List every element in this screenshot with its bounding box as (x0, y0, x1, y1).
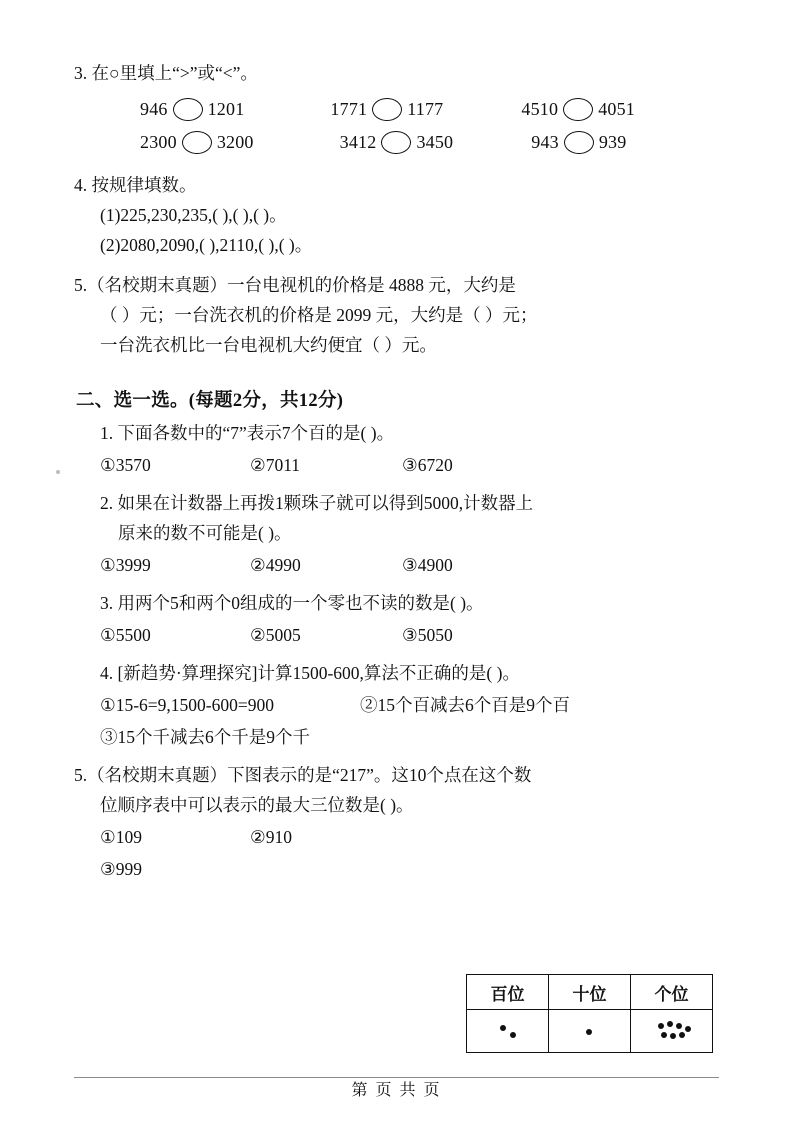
compare-pair[interactable] (140, 131, 254, 154)
dot (670, 1033, 676, 1039)
comparison-circle[interactable] (173, 98, 203, 121)
option-3[interactable]: ③4900 (402, 555, 453, 575)
section2-question-5 (74, 760, 723, 884)
problem-5 (74, 270, 723, 360)
compare-right: 1177 (407, 99, 444, 119)
comparison-circle[interactable] (372, 98, 402, 121)
section2-question-1 (74, 418, 723, 480)
table-dot-row (467, 1010, 713, 1053)
place-value-table (466, 974, 713, 1053)
dot (667, 1021, 673, 1027)
question-stem-line-1: 2. 如果在计数器上再拨1颗珠子就可以得到5000,计数器上 (100, 493, 534, 513)
problem-5-line-3[interactable]: 一台洗衣机比一台电视机大约便宜（ ）元。 (100, 335, 437, 355)
compare-left: 1771 (330, 99, 368, 119)
dot (661, 1032, 667, 1038)
digit-table (466, 974, 713, 1053)
page-footer: 第 页 共 页 (351, 1082, 442, 1099)
comparison-circle[interactable] (563, 98, 593, 121)
option-row (74, 854, 723, 884)
page-speck (56, 470, 60, 474)
dot (676, 1023, 682, 1029)
option-row (74, 450, 723, 480)
dot (658, 1023, 664, 1029)
cell-tens-dots (549, 1010, 631, 1053)
option-row (74, 822, 723, 852)
compare-right: 3450 (416, 132, 454, 152)
dot-group-tens (550, 1013, 629, 1049)
compare-left: 2300 (140, 132, 177, 152)
option-row (74, 722, 723, 752)
table-header-row (467, 975, 713, 1010)
option-2[interactable]: ②910 (250, 827, 292, 847)
problem-5-line-1: 5.（名校期末真题）一台电视机的价格是 4888 元，大约是 (74, 275, 516, 295)
compare-left: 943 (531, 132, 559, 152)
compare-row-1 (74, 98, 723, 121)
compare-row-2 (74, 131, 723, 154)
section-2-title: 二、选一选。(每题2分，共12分) (76, 391, 344, 411)
question-stem[interactable]: 1. 下面各数中的“7”表示7个百的是( )。 (100, 423, 395, 443)
option-1[interactable]: ①109 (100, 827, 142, 847)
compare-pair[interactable] (521, 98, 635, 121)
question-stem-line-1: 5.（名校期末真题）下图表示的是“217”。这10个点在这个数 (74, 765, 532, 785)
comparison-circle[interactable] (381, 131, 411, 154)
question-stem[interactable]: 3. 用两个5和两个0组成的一个零也不读的数是( )。 (100, 593, 484, 613)
option-row (74, 620, 723, 650)
compare-left: 4510 (521, 99, 559, 119)
section2-question-2 (74, 488, 723, 580)
dot (679, 1032, 685, 1038)
dot (510, 1032, 516, 1038)
option-1[interactable]: ①15-6=9,1500-600=900 (100, 695, 274, 715)
dot-group-hundreds (468, 1013, 547, 1049)
problem-3 (74, 58, 723, 154)
option-3[interactable]: ③5050 (402, 625, 453, 645)
problem-3-stem: 3. 在○里填上“>”或“<”。 (74, 63, 258, 83)
compare-pair[interactable] (531, 131, 626, 154)
cell-ones-dots (631, 1010, 713, 1053)
option-row (74, 690, 723, 720)
comparison-circle[interactable] (182, 131, 212, 154)
compare-right: 3200 (216, 132, 254, 152)
compare-left: 946 (140, 99, 168, 119)
dot (500, 1025, 506, 1031)
option-2[interactable]: ②7011 (250, 455, 301, 475)
compare-pair[interactable] (340, 131, 454, 154)
dot-group-ones (632, 1013, 711, 1049)
compare-right: 1201 (207, 99, 245, 119)
problem-4-stem: 4. 按规律填数。 (74, 175, 197, 195)
compare-pair[interactable] (140, 98, 244, 121)
problem-4 (74, 170, 723, 260)
header-ones: 个位 (631, 975, 713, 1010)
compare-right: 939 (598, 132, 627, 152)
comparison-circle[interactable] (564, 131, 594, 154)
problem-5-line-2[interactable]: （ ）元；一台洗衣机的价格是 2099 元，大约是（ ）元； (100, 305, 538, 325)
header-hundreds: 百位 (467, 975, 549, 1010)
option-1[interactable]: ①5500 (100, 625, 151, 645)
question-stem[interactable]: 4. [新趋势·算理探究]计算1500-600,算法不正确的是( )。 (100, 663, 520, 683)
question-stem-line-2[interactable]: 原来的数不可能是( )。 (118, 523, 292, 543)
section2-question-4 (74, 658, 723, 752)
dot (685, 1026, 691, 1032)
option-2[interactable]: ②4990 (250, 555, 301, 575)
option-3[interactable]: ③6720 (402, 455, 453, 475)
problem-4-item-2[interactable]: (2)2080,2090,( ),2110,( ),( )。 (100, 235, 313, 255)
compare-left: 3412 (339, 132, 377, 152)
option-3[interactable]: ③999 (100, 859, 142, 879)
section2-question-3 (74, 588, 723, 650)
header-tens: 十位 (549, 975, 631, 1010)
option-1[interactable]: ①3570 (100, 455, 151, 475)
option-2[interactable]: ②5005 (250, 625, 301, 645)
option-1[interactable]: ①3999 (100, 555, 151, 575)
problem-4-item-1[interactable]: (1)225,230,235,( ),( ),( )。 (100, 205, 287, 225)
cell-hundreds-dots (467, 1010, 549, 1053)
compare-pair[interactable] (330, 98, 443, 121)
question-stem-line-2[interactable]: 位顺序表中可以表示的最大三位数是( )。 (100, 795, 414, 815)
option-3[interactable]: ③15个千减去6个千是9个千 (100, 727, 310, 747)
option-row (74, 550, 723, 580)
dot (586, 1029, 592, 1035)
option-2[interactable]: ②15个百减去6个百是9个百 (360, 695, 570, 715)
compare-right: 4051 (598, 99, 635, 119)
